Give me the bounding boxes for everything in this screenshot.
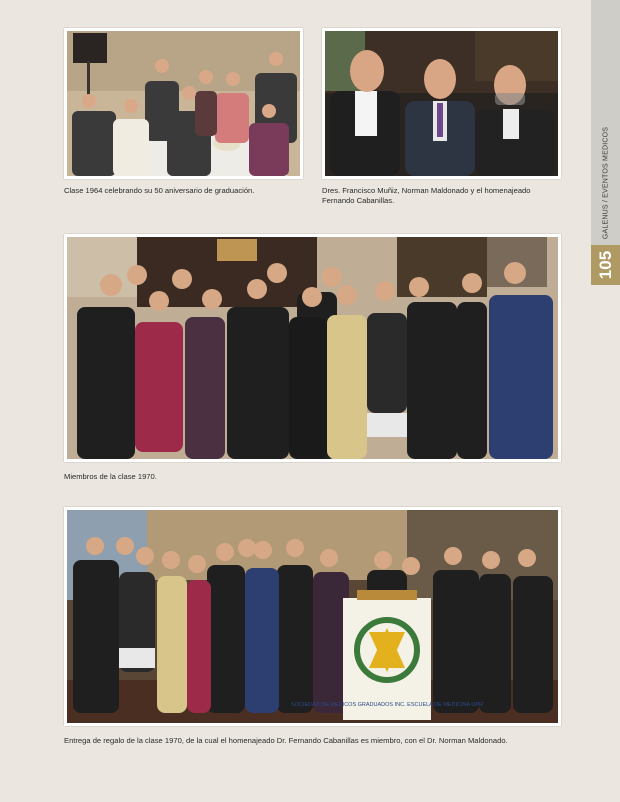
caption-class-1964: Clase 1964 celebrando su 50 aniversario de graduación. bbox=[64, 186, 255, 195]
caption-gift: Entrega de regalo de la clase 1970, de la cual el homenajeado Dr. Fernando Cabanillas es miembro, con el Dr. Norman Maldonado. bbox=[64, 736, 508, 745]
caption-class-1970: Miembros de la clase 1970. bbox=[64, 472, 157, 481]
section-label-text: GALENUS / EVENTOS MEDICOS bbox=[602, 126, 609, 239]
page-number: 105 bbox=[595, 250, 615, 280]
caption-doctors: Dres. Francisco Muñiz, Norman Maldonado y el homenajeado Fernando Cabanillas. bbox=[322, 186, 531, 205]
photo-class-1964 bbox=[64, 28, 303, 179]
page-number-box bbox=[591, 245, 620, 285]
photo-doctors bbox=[322, 28, 561, 179]
banner-text: SOCIEDAD DE MEDICOS GRADUADOS INC. ESCUELA DE MEDICINA UPR bbox=[291, 702, 483, 708]
photo-class-1970 bbox=[64, 234, 561, 462]
photo-gift bbox=[64, 507, 561, 726]
section-label bbox=[591, 120, 620, 245]
